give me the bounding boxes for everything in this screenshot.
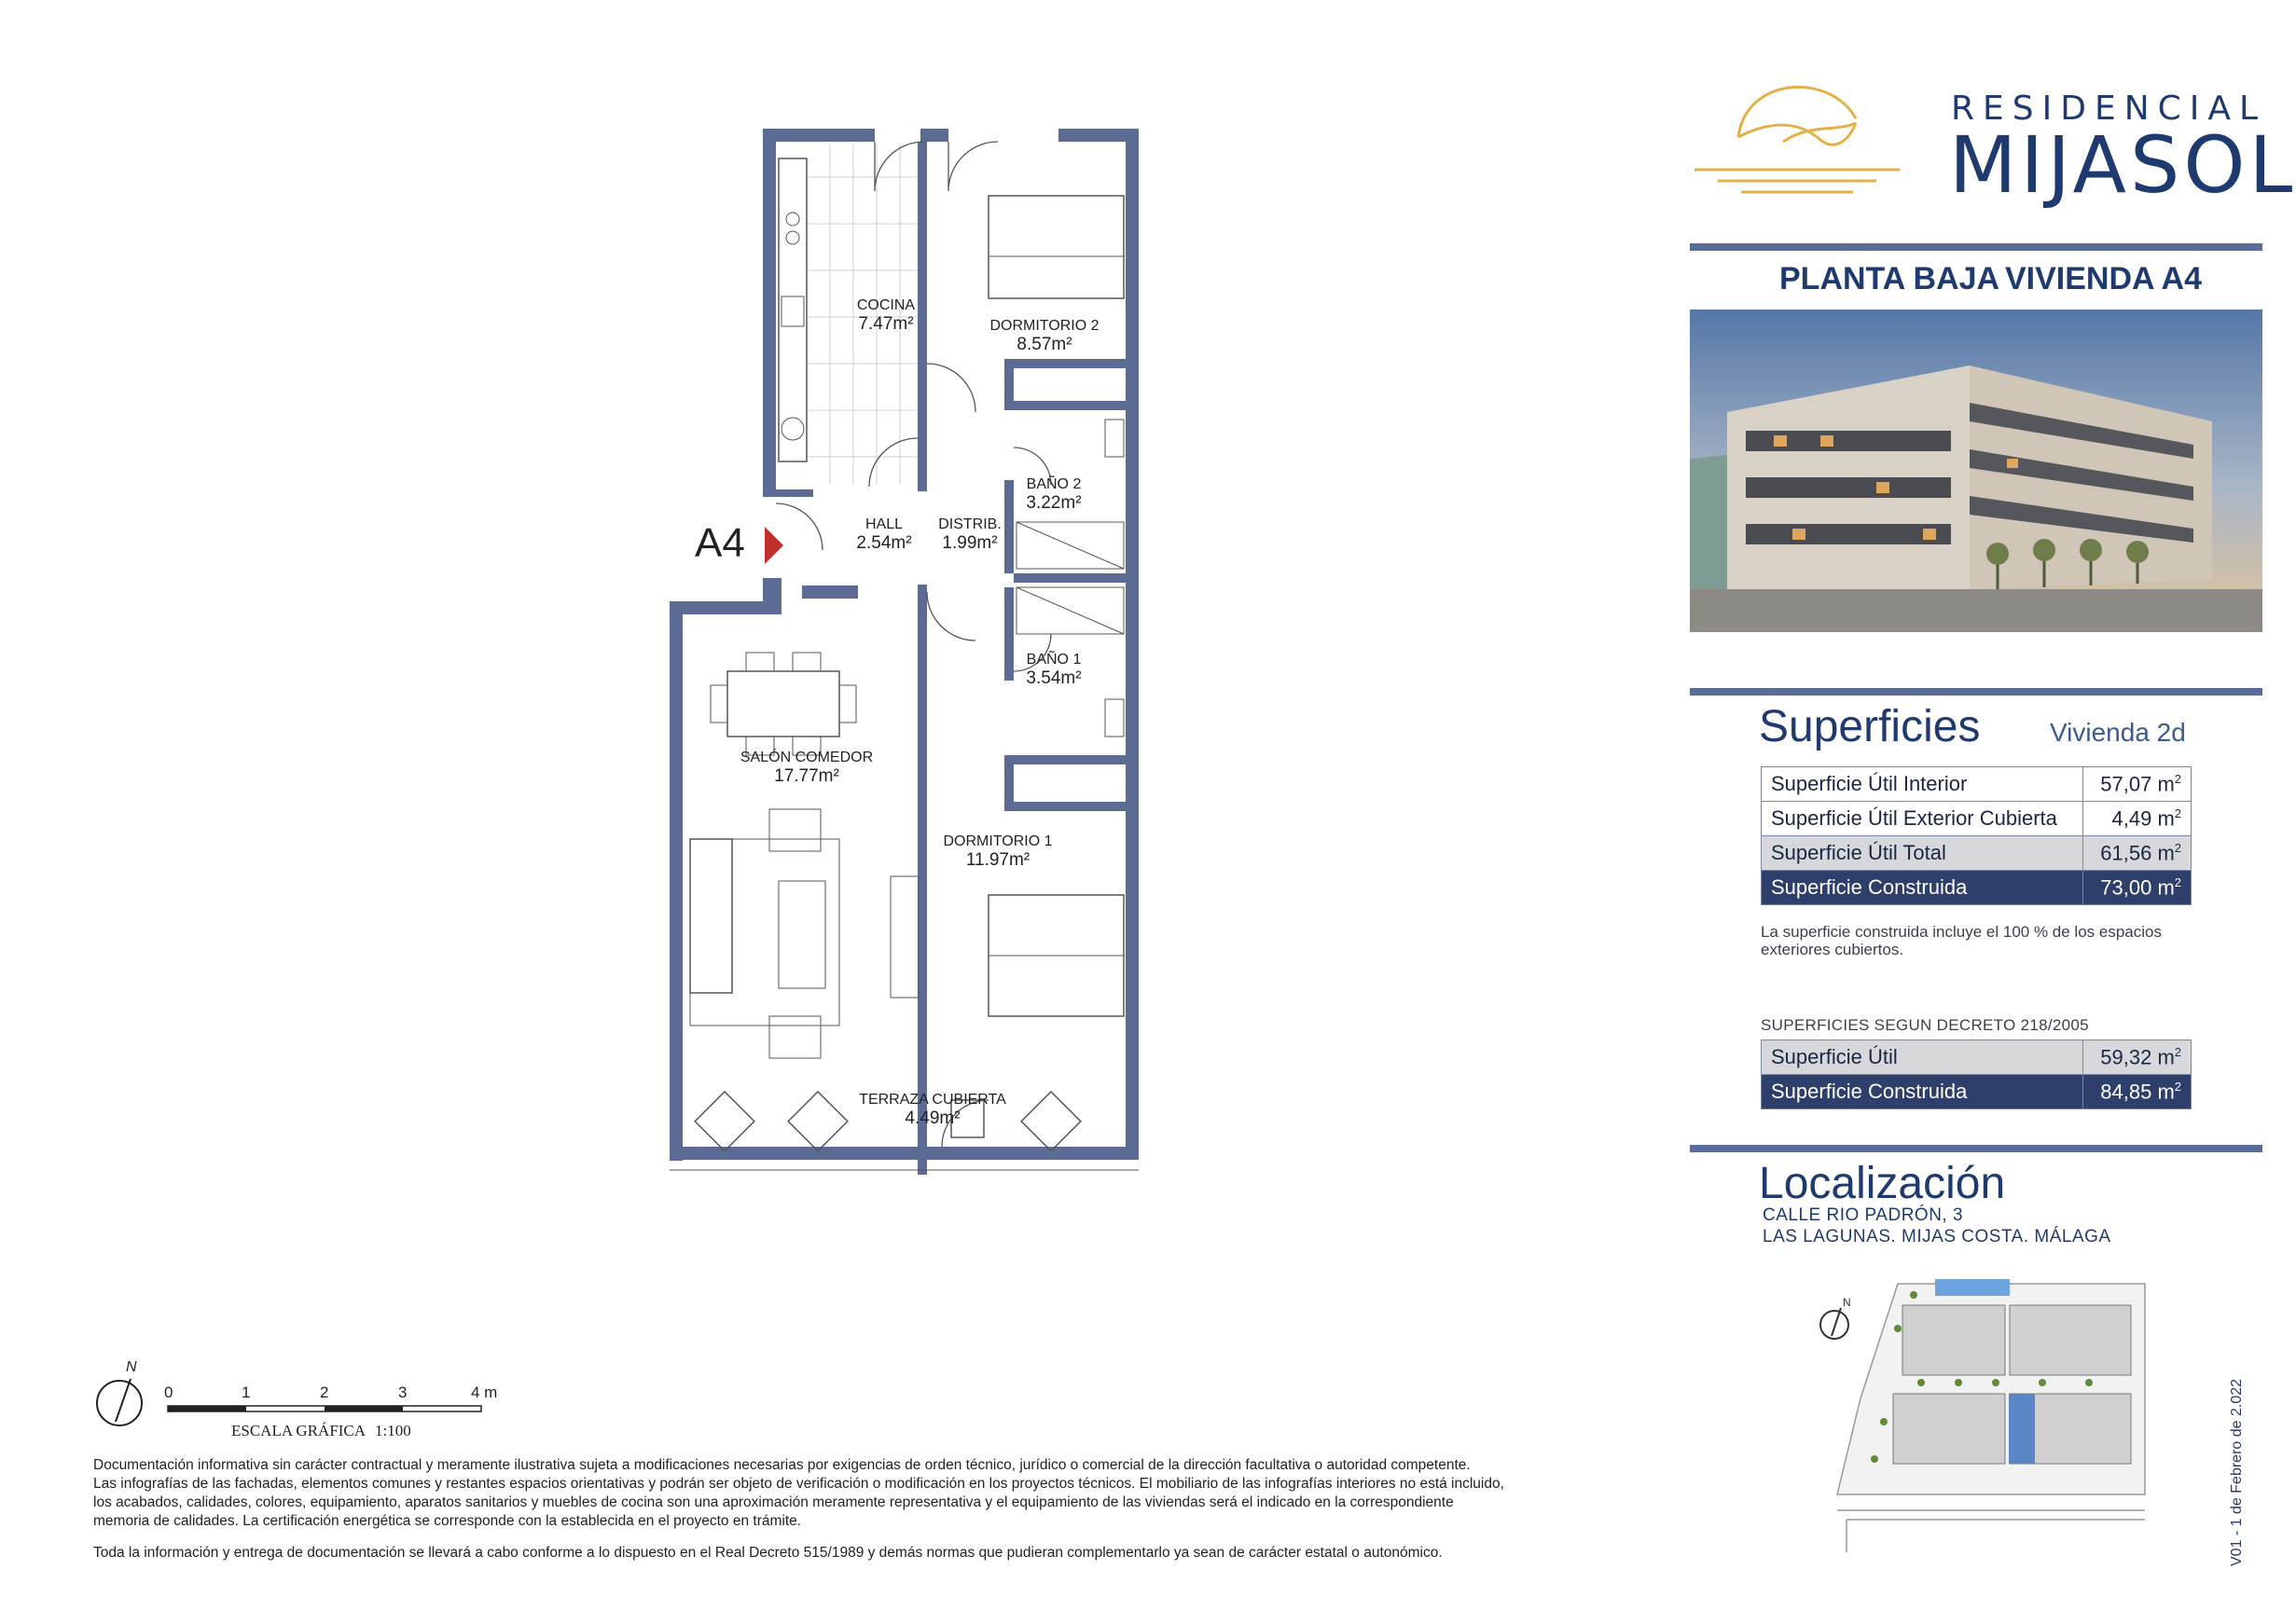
row-value: 59,32 $m^2$ — [2083, 1040, 2192, 1075]
room-area: 8.57m² — [1017, 335, 1072, 354]
room-name: HALL — [864, 516, 904, 532]
room-dormitorio-1 — [928, 833, 1068, 870]
room-area: 11.97m² — [965, 850, 1030, 870]
row-value: 84,85 $m^2$ — [2083, 1075, 2192, 1109]
room-name: BAÑO 2 — [1026, 476, 1082, 492]
address-line-1: CALLE RIO PADRÓN, 3 — [1763, 1205, 1964, 1225]
room-area: 1.99m² — [942, 533, 998, 553]
scale-tick: 2 — [320, 1384, 329, 1401]
note-line: exteriores cubiertos. — [1761, 941, 1904, 958]
superficies-table — [1761, 766, 2192, 905]
decreto-table — [1761, 1040, 2192, 1109]
room-area: 2.54m² — [856, 533, 912, 553]
floor-title: PLANTA BAJA — [1779, 261, 2000, 296]
brand-logo-mark — [1690, 67, 1904, 198]
scale-tick: 0 — [164, 1384, 173, 1401]
row-value: 73,00 $m^2$ — [2083, 871, 2192, 905]
address-line-2: LAS LAGUNAS. MIJAS COSTA. MÁLAGA — [1763, 1227, 2111, 1246]
scale-ratio: 1:100 — [375, 1422, 411, 1439]
room-terraza-cubierta — [853, 1091, 1012, 1128]
table-row — [1762, 836, 2192, 871]
unit-title: VIVIENDA A4 — [2005, 261, 2202, 296]
scale-tick: 4 m — [471, 1384, 498, 1401]
disclaimer-line: memoria de calidades. La certificación energética se corresponde con la establecida en el proyecto en trámite. — [93, 1513, 802, 1529]
room-name: SALÓN COMEDOR — [740, 750, 874, 765]
row-label: Superficie Útil — [1762, 1040, 2083, 1075]
disclaimer-line: Toda la información y entrega de documentación se llevará a cabo conforme a lo dispuesto en el Real Decreto 515/1989 y demás normas que pudieran complementarlo ya sean de carácter estatal o autonómico. — [93, 1545, 1443, 1561]
unit-marker: A4 — [695, 520, 745, 566]
room-name: DORMITORIO 1 — [943, 833, 1053, 849]
scale-label: ESCALA GRÁFICA — [231, 1422, 367, 1439]
localizacion-rule — [1690, 1145, 2262, 1152]
room-bano-2 — [1012, 475, 1096, 513]
room-area: 3.54m² — [1026, 668, 1082, 688]
decreto-title: SUPERFICIES SEGUN DECRETO 218/2005 — [1761, 1016, 2089, 1034]
superficies-rule — [1690, 688, 2262, 695]
row-label: Superficie Construida — [1762, 1075, 2083, 1109]
room-bano-1 — [1012, 651, 1096, 688]
row-label: Superficie Útil Exterior Cubierta — [1762, 802, 2083, 836]
room-hall — [837, 516, 931, 553]
header-rule — [1690, 243, 2262, 251]
table-row — [1762, 871, 2192, 905]
row-value: 4,49 $m^2$ — [2083, 802, 2192, 836]
room-cocina — [830, 296, 942, 334]
row-label: Superficie Construida — [1762, 871, 2083, 905]
superficies-subtitle: Vivienda 2d — [2050, 718, 2186, 747]
superficies-title: Superficies — [1759, 702, 1981, 751]
room-area: 3.22m² — [1026, 493, 1082, 513]
scale-tick: 1 — [242, 1384, 251, 1401]
room-name: COCINA — [856, 297, 916, 313]
room-name: BAÑO 1 — [1026, 652, 1082, 668]
building-render — [1690, 310, 2262, 632]
svg-text:N: N — [1843, 1296, 1851, 1309]
row-value: 61,56 $m^2$ — [2083, 836, 2192, 871]
north-label: N — [126, 1359, 137, 1375]
row-label: Superficie Útil Total — [1762, 836, 2083, 871]
north-icon — [91, 1356, 157, 1431]
site-plan — [1809, 1273, 2154, 1552]
table-row — [1762, 767, 2192, 802]
disclaimer-line: Las infografías de las fachadas, elementos comunes y restantes espacios orientativas y podrán ser objeto de verificación o modificación en los proyectos técnicos. El mobiliario de las infografías interiores no está incluido, — [93, 1476, 1504, 1492]
brand-top: RESIDENCIAL — [1951, 90, 2267, 128]
room-name: DORMITORIO 2 — [989, 318, 1100, 334]
row-value: 57,07 $m^2$ — [2083, 767, 2192, 802]
room-area: 4.49m² — [905, 1108, 961, 1128]
site-north-icon — [1820, 1296, 1851, 1339]
brand-name: MIJASOL — [1949, 119, 2296, 211]
room-distrib — [923, 516, 1017, 553]
scale-bar — [166, 1403, 492, 1422]
scale-tick: 3 — [398, 1384, 408, 1401]
row-label: Superficie Útil Interior — [1762, 767, 2083, 802]
superficies-note — [1761, 923, 2162, 958]
disclaimer-line: los acabados, calidades, colores, equipamiento, aparatos sanitarios y muebles de cocina son una aproximación meramente representativa y el equipamiento de las viviendas será el indicado en la correspondiente — [93, 1494, 1454, 1510]
table-row — [1762, 1075, 2192, 1109]
note-line: La superficie construida incluye el 100 % de los espacios — [1761, 923, 2162, 941]
entrance-arrow-icon — [765, 527, 783, 564]
floor-plan — [653, 121, 1175, 1175]
room-dormitorio-2 — [970, 317, 1119, 354]
room-name: TERRAZA CUBIERTA — [859, 1092, 1006, 1108]
disclaimer-block — [93, 1456, 1641, 1563]
room-salon-comedor — [723, 749, 891, 786]
disclaimer-line: Documentación informativa sin carácter contractual y meramente ilustrativa sujeta a modificaciones necesarias por exigencias de orden técnico, jurídico o comercial de la dirección facultativa o autoridad competente. — [93, 1457, 1471, 1473]
room-name: DISTRIB. — [938, 516, 1002, 532]
localizacion-title: Localización — [1759, 1159, 2006, 1208]
room-area: 7.47m² — [858, 314, 914, 334]
table-row — [1762, 802, 2192, 836]
room-area: 17.77m² — [774, 766, 839, 786]
table-row — [1762, 1040, 2192, 1075]
version-label: V01 - 1 de Febrero de 2.022 — [2229, 1378, 2245, 1566]
